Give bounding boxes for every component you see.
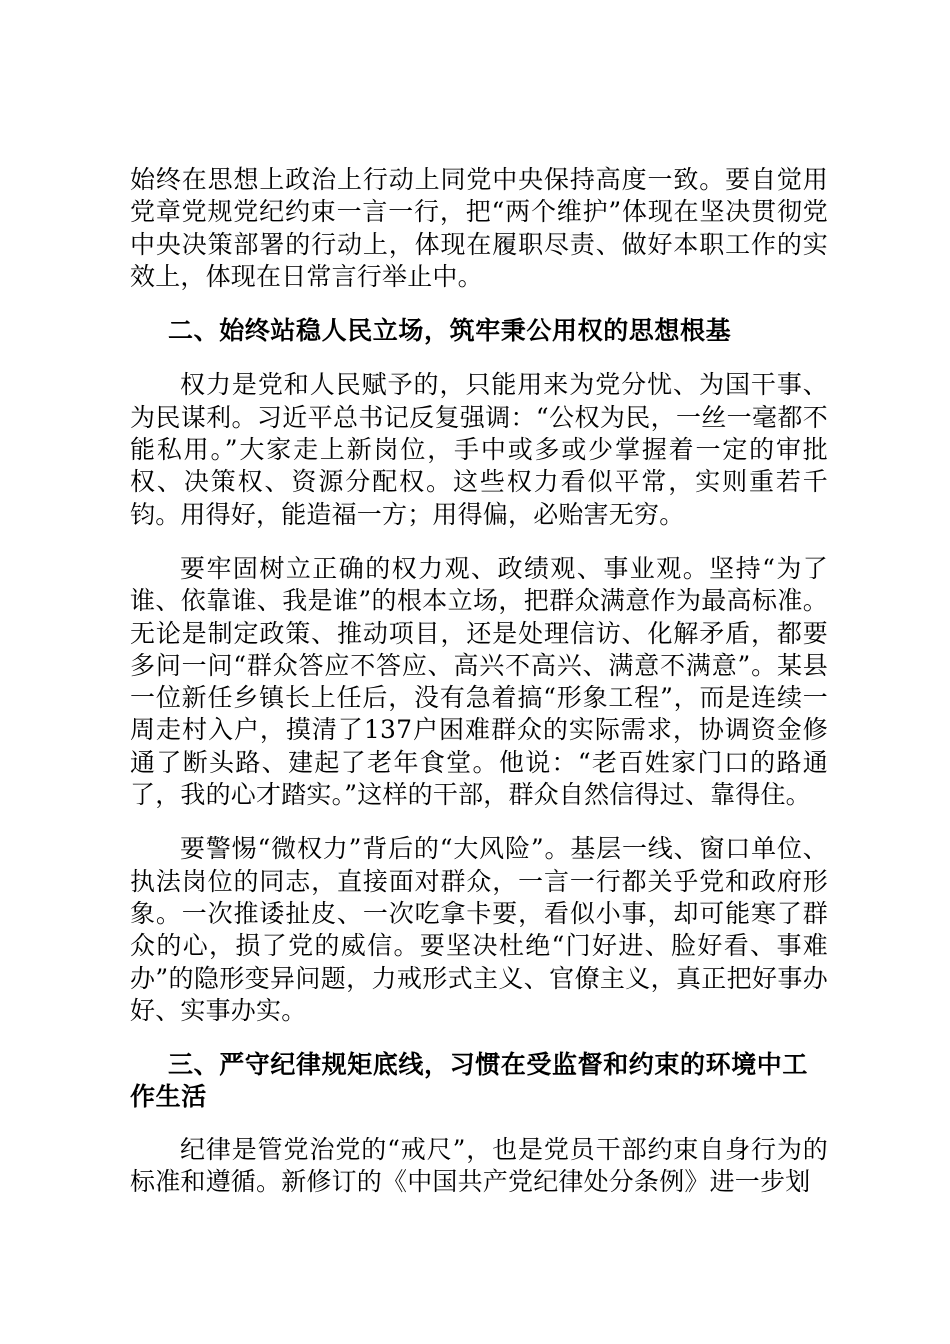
section-heading-3: 三、严守纪律规矩底线，习惯在受监督和约束的环境中工作生活	[130, 1050, 809, 1112]
paragraph-3: 要牢固树立正确的权力观、政绩观、事业观。坚持“为了谁、依靠谁、我是谁”的根本立场，把群众满意作为最高标准。无论是制定政策、推动项目，还是处理信访、化解矛盾，都要多问一问“群众答应不答应、高兴不高兴、满意不满意”。某县一位新任乡镇长上任后，没有急着搞“形象工程”，而是连续一周走村入户，摸清了137户困难群众的实际需求，协调资金修通了断头路、建起了老年食堂。他说：“老百姓家门口的路通了，我的心才踏实。”这样的干部，群众自然信得过、靠得住。	[130, 553, 828, 810]
paragraph-4: 要警惕“微权力”背后的“大风险”。基层一线、窗口单位、执法岗位的同志，直接面对群众，一言一行都关乎党和政府形象。一次推诿扯皮、一次吃拿卡要，看似小事，却可能寒了群众的心，损了党的威信。要坚决杜绝“门好进、脸好看、事难办”的隐形变异问题，力戒形式主义、官僚主义，真正把好事办好、实事办实。	[130, 834, 828, 1025]
document-page	[130, 164, 828, 1198]
paragraph-1: 始终在思想上政治上行动上同党中央保持高度一致。要自觉用党章党规党纪约束一言一行，把“两个维护”体现在坚决贯彻党中央决策部署的行动上，体现在履职尽责、做好本职工作的实效上，体现在日常言行举止中。	[130, 165, 828, 291]
section-heading-2: 二、始终站稳人民立场，筑牢秉公用权的思想根基	[168, 316, 732, 346]
paragraph-2: 权力是党和人民赋予的，只能用来为党分忧、为国干事、为民谋利。习近平总书记反复强调：“公权为民，一丝一毫都不能私用。”大家走上新岗位，手中或多或少掌握着一定的审批权、决策权、资源分配权。这些权力看似平常，实则重若千钧。用得好，能造福一方；用得偏，必贻害无穷。	[130, 370, 828, 529]
paragraph-5: 纪律是管党治党的“戒尺”，也是党员干部约束自身行为的标准和遵循。新修订的《中国共产党纪律处分条例》进一步划	[130, 1134, 828, 1197]
